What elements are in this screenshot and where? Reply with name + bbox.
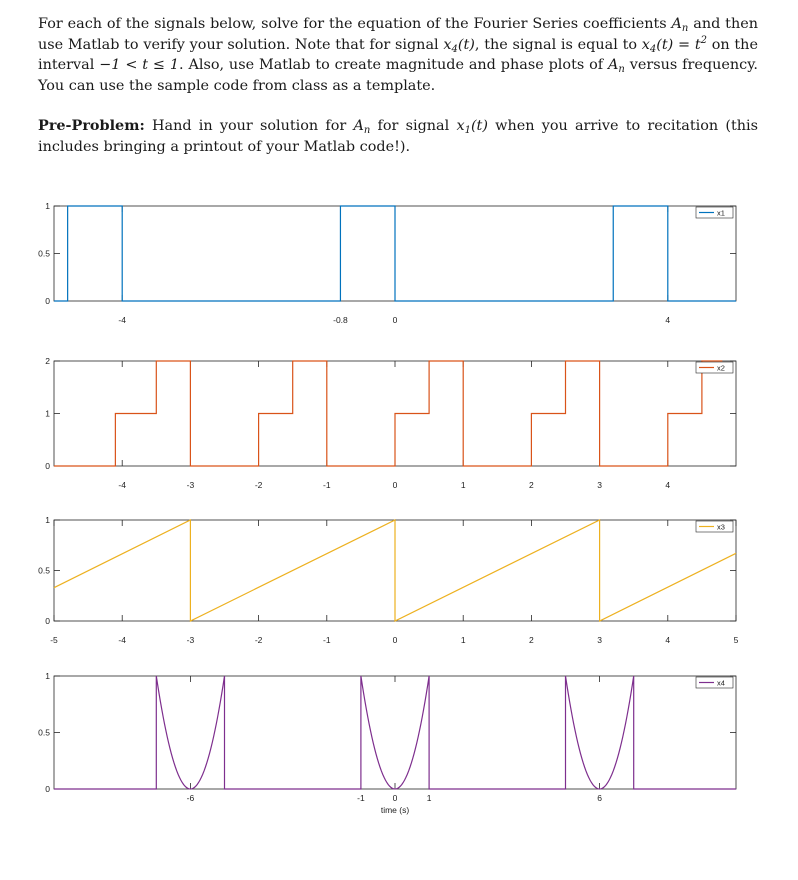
legend — [696, 521, 733, 532]
plot-x2 — [45, 356, 736, 490]
x-tick-label: -4 — [118, 480, 126, 490]
legend-label: x4 — [717, 678, 725, 688]
x-tick-label: 0 — [392, 480, 398, 490]
x-tick-label: -4 — [118, 315, 126, 325]
x-tick-label: -6 — [186, 793, 195, 803]
x-tick-label: 4 — [665, 480, 671, 490]
x-tick-label: -3 — [186, 635, 195, 645]
y-tick-label: 1 — [45, 671, 50, 681]
y-tick-label: 0 — [45, 461, 50, 471]
x-tick-label: -1 — [323, 635, 331, 645]
pre-problem-label: Pre-Problem: — [38, 117, 145, 134]
coef-symbol: $A_n$ — [671, 16, 689, 34]
plot-x1 — [38, 201, 736, 325]
x-tick-label: 0 — [392, 635, 398, 645]
y-tick-label: 0.5 — [38, 565, 50, 576]
x-tick-label: -2 — [254, 480, 263, 490]
x-tick-label: 5 — [733, 635, 739, 645]
x-tick-label: -1 — [323, 480, 331, 490]
interval: −1 < t ≤ 1 — [99, 57, 179, 73]
x-tick-label: 0 — [392, 793, 398, 803]
y-tick-label: 1 — [45, 408, 50, 419]
x-tick-label: 4 — [665, 635, 671, 645]
x-tick-label: 0 — [392, 315, 398, 325]
x-tick-label: 1 — [426, 793, 432, 803]
signal-x4: $x_4(t)$ — [443, 36, 475, 55]
y-tick-label: 0 — [45, 296, 50, 306]
y-tick-label: 0 — [45, 616, 50, 626]
legend-label: x1 — [717, 208, 725, 218]
problem-statement: For each of the signals below, solve for the equation of the Fourier Series coefficients $A_n$ and then use Matlab to verify your solution. Note that for signal $x_4(t)$, the signal is equal to $x_4(t) = t^2$ on the interval −1 < t ≤ 1. Also, use Matlab to create magnitude and phase plots of $A_n$ versus frequency. You can use the sample code from class as a template. — [38, 16, 758, 94]
y-tick-label: 0.5 — [38, 248, 50, 259]
legend-label: x3 — [717, 522, 725, 532]
x-tick-label: 3 — [597, 635, 602, 645]
y-tick-label: 0 — [45, 784, 50, 794]
signal-x4-equation: $x_4(t) = t^2$ — [641, 34, 707, 55]
y-tick-label: 0.5 — [38, 727, 50, 738]
y-tick-label: 1 — [45, 515, 50, 525]
legend — [696, 362, 733, 373]
plot-x4 — [38, 671, 736, 815]
x-tick-label: 4 — [665, 315, 671, 325]
x-tick-label: -4 — [118, 635, 126, 645]
y-tick-label: 1 — [45, 201, 50, 211]
x-tick-label: -5 — [50, 635, 58, 645]
signal-x1: $x_1(t)$ — [456, 118, 488, 136]
legend — [696, 677, 733, 688]
x-tick-label: 2 — [529, 480, 534, 490]
x-tick-label: -2 — [254, 635, 263, 645]
y-tick-label: 2 — [45, 356, 50, 366]
legend-label: x2 — [717, 363, 725, 373]
x-axis-label: time (s) — [380, 805, 410, 815]
x-tick-label: -1 — [357, 793, 365, 803]
plot-x3 — [38, 515, 738, 645]
pre-problem: Pre-Problem: Hand in your solution for $A_n$ for signal $x_1(t)$ when you arrive to recitation (this includes bringing a printout of your Matlab code!). — [38, 117, 758, 155]
x-tick-label: -3 — [186, 480, 195, 490]
legend — [696, 207, 733, 218]
x-tick-label: 6 — [597, 793, 602, 803]
x-tick-label: 1 — [460, 480, 466, 490]
x-tick-label: 3 — [597, 480, 602, 490]
x-tick-label: 1 — [460, 635, 466, 645]
x-tick-label: 2 — [529, 635, 534, 645]
x-tick-label: -0.8 — [333, 315, 348, 325]
